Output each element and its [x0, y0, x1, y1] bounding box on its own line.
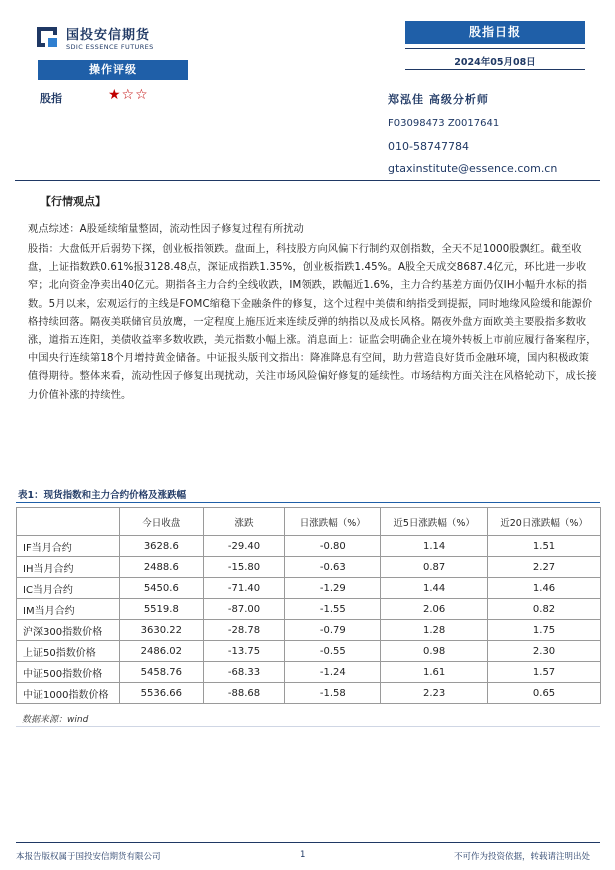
table-title-rule — [16, 502, 600, 503]
table-cell: -29.40 — [203, 536, 285, 557]
table-cell: 5450.6 — [119, 578, 203, 599]
table-cell: -88.68 — [203, 683, 285, 704]
date-rule — [405, 69, 585, 70]
table-cell: 0.98 — [381, 641, 488, 662]
table-header-cell: 涨跌 — [203, 508, 285, 536]
header-rule — [405, 48, 585, 49]
rating-label: 股指 — [40, 92, 62, 105]
row-label-cell: IH当月合约 — [17, 557, 120, 578]
table-cell: -28.78 — [203, 620, 285, 641]
logo-english-name: SDIC ESSENCE FUTURES — [66, 43, 154, 51]
table-row — [17, 536, 601, 557]
analyst-phone: 010-58747784 — [388, 140, 469, 153]
table-cell: -87.00 — [203, 599, 285, 620]
table-cell: 3630.22 — [119, 620, 203, 641]
table-cell: 1.61 — [381, 662, 488, 683]
table-row — [17, 641, 601, 662]
table-cell: -1.29 — [285, 578, 381, 599]
table-cell: 2486.02 — [119, 641, 203, 662]
analyst-certificate: F03098473 Z0017641 — [388, 118, 500, 129]
body-paragraph: 股指：大盘低开后弱势下探，创业板指领跌。盘面上，科技股方向风偏下行制约双创指数，全天不足1000股飘红。截至收盘，上证指数跌0.61%报3128.48点，深证成指跌1.35%，创业板指跌1.45%。A股全天成交8687.4亿元，环比进一步收窄；北向资金净卖出40亿元。期指各主力合约全线收跌，IM领跌，跌幅近1.6%，主力合约基差方面仍仅IH小幅升水标的指数。5月以来，宏观运行的主线是FOMC缩稳下金融条件的修复，这个过程中美债和纳指受到提振，同时地缘风险缓和能源价格持续回落。隔夜美联储官员放鹰，一定程度上施压近来连续反弹的纳指以及成长风格。隔夜外盘方面欧美主要股指多数收涨，道指五连阳，美债收益率多数收跌，美元指数小幅上涨。消息面上：证监会明确企业在境外转板上市前应履行备案程序，中国央行连续第18个月增持黄金储备。中证报头版刊文指出：降准降息有空间，助力营造良好货币金融环境，国内积极政策值得期待。整体来看，流动性因子修复出现扰动，关注市场风险偏好修复的延续性。市场结构方面关注在风格轮动下，成长接力价值补涨的持续性。 — [28, 244, 597, 401]
table-cell: 2.23 — [381, 683, 488, 704]
table-cell: -0.63 — [285, 557, 381, 578]
table-cell: -0.55 — [285, 641, 381, 662]
company-logo — [34, 22, 174, 56]
rating-stars: ★☆☆ — [108, 87, 149, 103]
table-header-cell: 今日收盘 — [119, 508, 203, 536]
table-cell: 5519.8 — [119, 599, 203, 620]
footer-disclaimer: 不可作为投资依据，转载请注明出处 — [454, 852, 591, 862]
table-cell: 1.51 — [488, 536, 601, 557]
table-cell: -13.75 — [203, 641, 285, 662]
summary-paragraph: 观点综述：A股延续缩量整固，流动性因子修复过程有所扰动 — [28, 224, 304, 235]
table-title: 表1：现货指数和主力合约价格及涨跌幅 — [18, 490, 187, 501]
table-cell: 2.06 — [381, 599, 488, 620]
price-table — [16, 507, 601, 704]
report-date: 2024年05月08日 — [454, 57, 536, 68]
table-cell: -0.80 — [285, 536, 381, 557]
table-cell: 1.46 — [488, 578, 601, 599]
table-cell: -1.24 — [285, 662, 381, 683]
table-cell: 5536.66 — [119, 683, 203, 704]
table-cell: 1.75 — [488, 620, 601, 641]
table-cell: 2.27 — [488, 557, 601, 578]
row-label-cell: IF当月合约 — [17, 536, 120, 557]
rating-header: 操作评级 — [38, 60, 188, 80]
table-cell: -15.80 — [203, 557, 285, 578]
table-cell: 5458.76 — [119, 662, 203, 683]
report-type-badge: 股指日报 — [405, 21, 585, 44]
row-label-cell: 中证500指数价格 — [17, 662, 120, 683]
table-cell: -1.55 — [285, 599, 381, 620]
row-label-cell: 沪深300指数价格 — [17, 620, 120, 641]
table-cell: 3628.6 — [119, 536, 203, 557]
section-title: 【行情观点】 — [40, 195, 106, 208]
row-label-cell: 上证50指数价格 — [17, 641, 120, 662]
logo-chinese-name: 国投安信期货 — [66, 28, 151, 43]
table-cell: 1.28 — [381, 620, 488, 641]
table-row — [17, 683, 601, 704]
source-rule — [16, 726, 600, 727]
table-header-cell: 近5日涨跌幅（%） — [381, 508, 488, 536]
table-header-cell: 日涨跌幅（%） — [285, 508, 381, 536]
table-cell: 2.30 — [488, 641, 601, 662]
table-cell: -68.33 — [203, 662, 285, 683]
page-number: 1 — [300, 850, 306, 860]
table-cell: -1.58 — [285, 683, 381, 704]
table-row — [17, 557, 601, 578]
table-row — [17, 620, 601, 641]
table-cell: 1.44 — [381, 578, 488, 599]
table-cell: 0.87 — [381, 557, 488, 578]
analyst-email: gtaxinstitute@essence.com.cn — [388, 162, 558, 175]
row-label-cell: 中证1000指数价格 — [17, 683, 120, 704]
analyst-name: 郑泓佳 高级分析师 — [388, 93, 489, 106]
table-header-cell: 近20日涨跌幅（%） — [488, 508, 601, 536]
table-row — [17, 599, 601, 620]
table-header-row — [17, 508, 601, 536]
section-divider — [15, 180, 600, 181]
table-cell: 1.57 — [488, 662, 601, 683]
logo-mark-icon — [34, 24, 60, 50]
row-label-cell: IC当月合约 — [17, 578, 120, 599]
table-cell: 1.14 — [381, 536, 488, 557]
table-cell: 0.82 — [488, 599, 601, 620]
table-cell: -71.40 — [203, 578, 285, 599]
data-source: 数据来源：wind — [22, 715, 89, 725]
table-cell: 0.65 — [488, 683, 601, 704]
row-label-cell: IM当月合约 — [17, 599, 120, 620]
table-cell: 2488.6 — [119, 557, 203, 578]
table-cell: -0.79 — [285, 620, 381, 641]
table-row — [17, 578, 601, 599]
footer-copyright: 本报告版权属于国投安信期货有限公司 — [16, 852, 161, 862]
table-row — [17, 662, 601, 683]
footer-rule — [16, 842, 600, 843]
table-header-cell — [17, 508, 120, 536]
